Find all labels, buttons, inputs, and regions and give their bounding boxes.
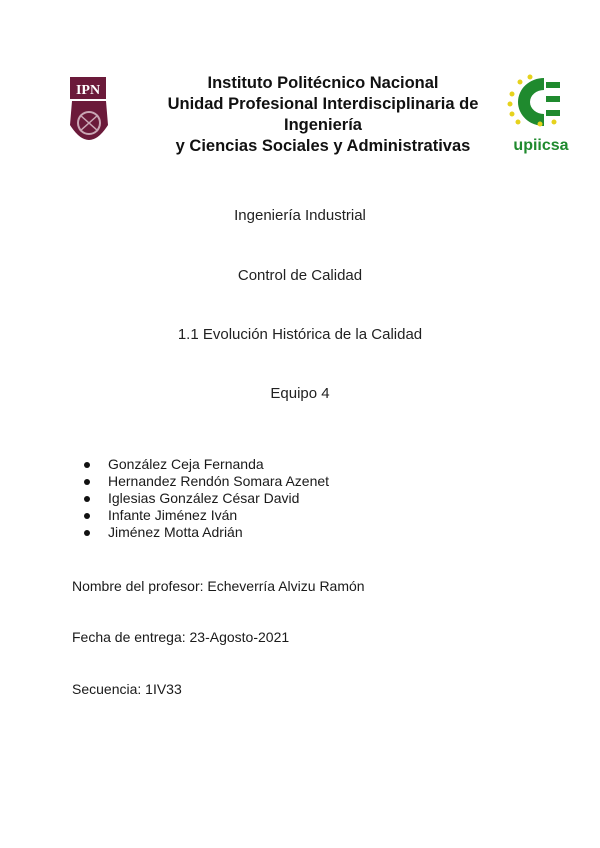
list-item	[80, 456, 329, 473]
professor-line: Nombre del profesor: Echeverría Alvizu Ramón	[72, 578, 365, 594]
bullet-icon	[84, 462, 90, 468]
list-item	[80, 507, 329, 524]
bullet-icon	[84, 530, 90, 536]
svg-text:upiicsa: upiicsa	[513, 137, 569, 154]
header-line: Instituto Politécnico Nacional	[207, 74, 439, 92]
ipn-logo-icon	[66, 75, 112, 155]
member-name: Iglesias González César David	[108, 490, 300, 506]
upiicsa-logo-icon	[504, 74, 578, 154]
team-name: Equipo 4	[270, 385, 330, 402]
header-line: y Ciencias Sociales y Administrativas	[175, 137, 471, 155]
member-name: González Ceja Fernanda	[108, 456, 264, 472]
member-name: Jiménez Motta Adrián	[108, 524, 243, 540]
institution-header	[150, 73, 496, 157]
header-line: Ingeniería	[284, 116, 362, 134]
header-line: Unidad Profesional Interdisciplinaria de	[167, 95, 479, 113]
list-item	[80, 490, 329, 507]
bullet-icon	[84, 513, 90, 519]
list-item	[80, 524, 329, 541]
member-name: Hernandez Rendón Somara Azenet	[108, 473, 330, 489]
bullet-icon	[84, 479, 90, 485]
svg-text:IPN: IPN	[75, 83, 101, 98]
topic-title: 1.1 Evolución Histórica de la Calidad	[177, 326, 423, 343]
sequence-line: Secuencia: 1IV33	[72, 681, 182, 697]
bullet-icon	[84, 496, 90, 502]
members-list	[80, 456, 329, 541]
career-name: Ingeniería Industrial	[234, 207, 366, 224]
due-date-line: Fecha de entrega: 23-Agosto-2021	[72, 629, 290, 645]
subject-name: Control de Calidad	[237, 267, 363, 284]
list-item	[80, 473, 329, 490]
member-name: Infante Jiménez Iván	[108, 507, 238, 523]
